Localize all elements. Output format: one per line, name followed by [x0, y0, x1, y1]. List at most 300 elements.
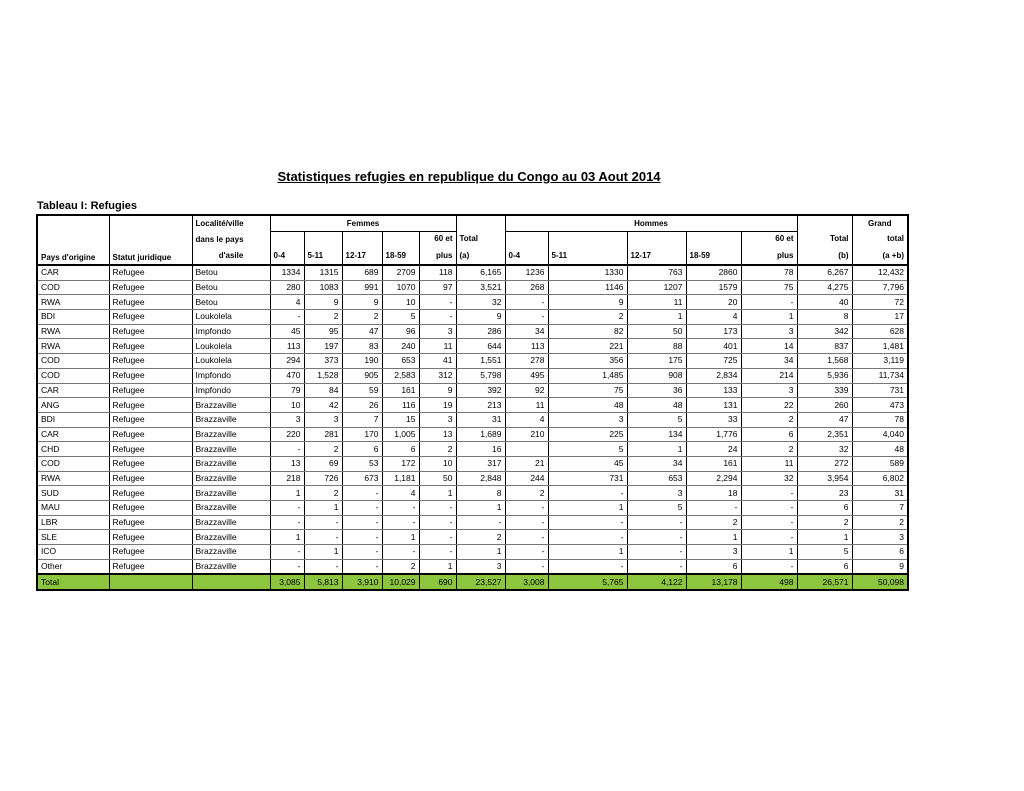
table-cell: 2 — [342, 310, 382, 325]
table-cell: RWA — [37, 324, 109, 339]
table-cell: Brazzaville — [192, 412, 270, 427]
table-cell: - — [627, 515, 686, 530]
table-cell: 34 — [741, 354, 797, 369]
table-cell: 7,796 — [852, 280, 908, 295]
table-cell: 197 — [304, 339, 342, 354]
table-cell: 1,689 — [456, 427, 505, 442]
table-cell: 13,178 — [686, 574, 741, 590]
table-cell: 4 — [270, 295, 304, 310]
table-cell: RWA — [37, 471, 109, 486]
table-cell: Brazzaville — [192, 501, 270, 516]
table-cell: 18 — [686, 486, 741, 501]
table-cell: 26 — [342, 398, 382, 413]
table-cell: 2 — [797, 515, 852, 530]
table-cell: - — [342, 559, 382, 574]
table-cell: 260 — [797, 398, 852, 413]
table-cell: Refugee — [109, 398, 192, 413]
table-cell: 1 — [419, 486, 456, 501]
table-cell: 6 — [686, 559, 741, 574]
table-cell: - — [419, 515, 456, 530]
table-cell: 218 — [270, 471, 304, 486]
table-cell: 294 — [270, 354, 304, 369]
table-cell: - — [419, 295, 456, 310]
table-cell: 356 — [548, 354, 627, 369]
page-title: Statistiques refugies en republique du Congo au 03 Aout 2014 — [277, 169, 661, 184]
table-cell: 21 — [505, 456, 548, 471]
table-cell: 10 — [270, 398, 304, 413]
table-cell: 3 — [419, 412, 456, 427]
table-cell: 3 — [548, 412, 627, 427]
blank-cell — [342, 231, 382, 246]
table-cell: 763 — [627, 265, 686, 280]
table-cell: 6 — [797, 559, 852, 574]
table-cell: Refugee — [109, 471, 192, 486]
table-cell: 1 — [382, 530, 419, 545]
table-cell: 9 — [456, 310, 505, 325]
table-cell: 17 — [852, 310, 908, 325]
table-cell: Brazzaville — [192, 530, 270, 545]
col-header-f-0-4: 0-4 — [270, 246, 304, 265]
table-cell: - — [741, 295, 797, 310]
table-caption: Tableau I: Refugies — [37, 200, 138, 212]
table-cell: Brazzaville — [192, 559, 270, 574]
table-cell: - — [741, 501, 797, 516]
table-cell: 4,122 — [627, 574, 686, 590]
table-cell: 131 — [686, 398, 741, 413]
table-cell: 113 — [270, 339, 304, 354]
table-cell: - — [505, 545, 548, 560]
blank-cell — [505, 231, 548, 246]
table-cell: - — [342, 501, 382, 516]
table-cell: Loukolela — [192, 339, 270, 354]
table-cell: 2 — [741, 442, 797, 457]
table-cell: 317 — [456, 456, 505, 471]
table-cell: 5,798 — [456, 368, 505, 383]
table-cell: 113 — [505, 339, 548, 354]
table-cell: Refugee — [109, 442, 192, 457]
table-cell: BDI — [37, 412, 109, 427]
table-cell: 9 — [852, 559, 908, 574]
col-header-total-a: (a) — [456, 246, 505, 265]
table-cell: 2 — [741, 412, 797, 427]
table-cell: 6 — [342, 442, 382, 457]
table-cell: SLE — [37, 530, 109, 545]
table-cell: 726 — [304, 471, 342, 486]
table-cell: 3,910 — [342, 574, 382, 590]
table-cell: RWA — [37, 339, 109, 354]
table-cell: Refugee — [109, 310, 192, 325]
table-cell: 134 — [627, 427, 686, 442]
table-cell: 2 — [419, 442, 456, 457]
table-cell: Brazzaville — [192, 471, 270, 486]
table-cell: 116 — [382, 398, 419, 413]
table-cell: COD — [37, 368, 109, 383]
table-cell: 50,098 — [852, 574, 908, 590]
table-cell: 725 — [686, 354, 741, 369]
table-cell: 373 — [304, 354, 342, 369]
table-cell — [109, 574, 192, 590]
table-cell: 731 — [548, 471, 627, 486]
table-row — [37, 486, 908, 501]
col-header-h-60-plus: plus — [741, 246, 797, 265]
table-cell: - — [505, 559, 548, 574]
table-row — [37, 471, 908, 486]
table-cell: 1 — [627, 310, 686, 325]
table-cell: 5,765 — [548, 574, 627, 590]
table-cell: 3 — [741, 383, 797, 398]
table-cell: - — [419, 545, 456, 560]
table-cell: 47 — [342, 324, 382, 339]
table-cell: 88 — [627, 339, 686, 354]
total-row — [37, 574, 908, 590]
table-cell: CAR — [37, 265, 109, 280]
table-cell: 1146 — [548, 280, 627, 295]
table-cell: - — [419, 530, 456, 545]
table-cell: 3 — [304, 412, 342, 427]
table-row — [37, 398, 908, 413]
table-cell: 92 — [505, 383, 548, 398]
table-cell: 342 — [797, 324, 852, 339]
table-cell: 83 — [342, 339, 382, 354]
table-cell: Brazzaville — [192, 398, 270, 413]
table-cell: 175 — [627, 354, 686, 369]
table-cell: 4,040 — [852, 427, 908, 442]
table-cell: 7 — [852, 501, 908, 516]
table-cell: 22 — [741, 398, 797, 413]
table-cell: 473 — [852, 398, 908, 413]
table-cell: 653 — [627, 471, 686, 486]
table-cell: 23 — [797, 486, 852, 501]
table-cell: 11 — [505, 398, 548, 413]
table-cell: - — [505, 310, 548, 325]
table-cell: 24 — [686, 442, 741, 457]
table-cell: BDI — [37, 310, 109, 325]
table-cell: 59 — [342, 383, 382, 398]
table-cell: 26,571 — [797, 574, 852, 590]
table-cell: - — [270, 559, 304, 574]
table-cell: Refugee — [109, 545, 192, 560]
table-cell: 268 — [505, 280, 548, 295]
table-cell: Brazzaville — [192, 427, 270, 442]
table-cell: 20 — [686, 295, 741, 310]
table-cell: - — [270, 310, 304, 325]
table-cell: Refugee — [109, 339, 192, 354]
table-row — [37, 339, 908, 354]
table-cell: 10,029 — [382, 574, 419, 590]
table-cell: 281 — [304, 427, 342, 442]
table-cell: 11 — [741, 456, 797, 471]
group-header-femmes: Femmes — [270, 215, 456, 231]
table-cell: 50 — [627, 324, 686, 339]
table-cell: - — [505, 515, 548, 530]
table-cell: 2 — [382, 559, 419, 574]
table-cell: Loukolela — [192, 354, 270, 369]
table-cell: 5 — [797, 545, 852, 560]
table-cell: COD — [37, 456, 109, 471]
table-cell: 5,813 — [304, 574, 342, 590]
table-cell: Brazzaville — [192, 545, 270, 560]
table-cell: 45 — [548, 456, 627, 471]
table-row — [37, 501, 908, 516]
table-cell: 97 — [419, 280, 456, 295]
table-cell: 1 — [270, 530, 304, 545]
col-header-total-a-top: Total — [456, 231, 505, 246]
table-cell: - — [270, 442, 304, 457]
table-cell: - — [627, 530, 686, 545]
table-cell: 498 — [741, 574, 797, 590]
table-cell: 48 — [548, 398, 627, 413]
table-cell: 6 — [852, 545, 908, 560]
table-cell: - — [548, 530, 627, 545]
table-cell: 470 — [270, 368, 304, 383]
table-cell: 2709 — [382, 265, 419, 280]
table-cell: 3,085 — [270, 574, 304, 590]
table-cell: Refugee — [109, 515, 192, 530]
table-cell: 1 — [419, 559, 456, 574]
table-cell: 2 — [852, 515, 908, 530]
table-cell: - — [505, 530, 548, 545]
table-cell: 278 — [505, 354, 548, 369]
table-row — [37, 427, 908, 442]
table-cell: 6,267 — [797, 265, 852, 280]
table-cell: ANG — [37, 398, 109, 413]
table-cell: - — [627, 545, 686, 560]
table-cell: - — [382, 545, 419, 560]
table-cell: 10 — [419, 456, 456, 471]
col-header-f-12-17: 12-17 — [342, 246, 382, 265]
table-cell: Refugee — [109, 412, 192, 427]
table-cell: SUD — [37, 486, 109, 501]
table-cell: 4 — [382, 486, 419, 501]
table-cell: - — [342, 530, 382, 545]
table-cell: 170 — [342, 427, 382, 442]
table-cell: 2 — [304, 442, 342, 457]
table-cell: Refugee — [109, 427, 192, 442]
table-cell: 72 — [852, 295, 908, 310]
table-cell: Refugee — [109, 383, 192, 398]
blank-cell — [686, 231, 741, 246]
table-cell: 14 — [741, 339, 797, 354]
table-cell: Other — [37, 559, 109, 574]
table-cell: 280 — [270, 280, 304, 295]
table-cell: 75 — [741, 280, 797, 295]
table-cell: 41 — [419, 354, 456, 369]
table-cell: 1 — [304, 501, 342, 516]
table-cell: 2,583 — [382, 368, 419, 383]
table-cell: 9 — [419, 383, 456, 398]
table-cell: 33 — [686, 412, 741, 427]
table-cell: 1 — [741, 545, 797, 560]
col-header-localite — [192, 215, 270, 265]
table-cell: 47 — [797, 412, 852, 427]
table-cell: Brazzaville — [192, 442, 270, 457]
table-cell: 3,954 — [797, 471, 852, 486]
table-cell: 3 — [456, 559, 505, 574]
blank-cell — [627, 231, 686, 246]
table-cell: 240 — [382, 339, 419, 354]
table-cell: 11 — [419, 339, 456, 354]
table-cell: CAR — [37, 427, 109, 442]
table-cell: Refugee — [109, 530, 192, 545]
table-cell: 45 — [270, 324, 304, 339]
table-cell: 4 — [686, 310, 741, 325]
table-cell: 13 — [270, 456, 304, 471]
table-cell: Refugee — [109, 265, 192, 280]
table-cell: 1334 — [270, 265, 304, 280]
table-cell: 2,834 — [686, 368, 741, 383]
blank-cell — [548, 231, 627, 246]
table-cell: 6 — [741, 427, 797, 442]
table-cell: 69 — [304, 456, 342, 471]
table-row — [37, 310, 908, 325]
table-cell: 7 — [342, 412, 382, 427]
group-header-blank-a — [456, 215, 505, 231]
blank-cell — [382, 231, 419, 246]
table-cell: 1579 — [686, 280, 741, 295]
table-cell: 1,481 — [852, 339, 908, 354]
table-cell: 3 — [627, 486, 686, 501]
table-cell: 2 — [456, 530, 505, 545]
table-cell: 1 — [627, 442, 686, 457]
table-row — [37, 456, 908, 471]
table-cell: 95 — [304, 324, 342, 339]
table-cell: 244 — [505, 471, 548, 486]
table-cell: 11 — [627, 295, 686, 310]
table-cell: 3 — [741, 324, 797, 339]
table-cell — [192, 574, 270, 590]
table-cell: 731 — [852, 383, 908, 398]
table-cell: 1,485 — [548, 368, 627, 383]
blank-cell — [270, 231, 304, 246]
table-cell: 3 — [852, 530, 908, 545]
table-cell: Refugee — [109, 280, 192, 295]
table-cell: CHD — [37, 442, 109, 457]
table-cell: 6 — [382, 442, 419, 457]
table-cell: 1,181 — [382, 471, 419, 486]
table-cell — [505, 442, 548, 457]
table-cell: ICO — [37, 545, 109, 560]
table-cell: 312 — [419, 368, 456, 383]
table-cell: - — [382, 501, 419, 516]
table-cell: - — [627, 559, 686, 574]
table-cell: 1 — [741, 310, 797, 325]
table-cell: 1315 — [304, 265, 342, 280]
table-row — [37, 265, 908, 280]
table-cell: 2 — [304, 486, 342, 501]
table-cell: 5,936 — [797, 368, 852, 383]
table-cell: - — [505, 501, 548, 516]
table-cell: Refugee — [109, 354, 192, 369]
table-row — [37, 354, 908, 369]
table-cell: 32 — [741, 471, 797, 486]
col-header-f-60-top: 60 et — [419, 231, 456, 246]
group-header-hommes: Hommes — [505, 215, 797, 231]
localite-line-2: dans le pays — [195, 235, 244, 244]
table-cell: 3 — [419, 324, 456, 339]
table-cell: 42 — [304, 398, 342, 413]
table-cell: 48 — [852, 442, 908, 457]
table-cell: 1 — [548, 545, 627, 560]
table-row — [37, 530, 908, 545]
table-cell: Impfondo — [192, 368, 270, 383]
table-row — [37, 295, 908, 310]
table-cell: 78 — [852, 412, 908, 427]
table-cell: 32 — [456, 295, 505, 310]
table-cell: - — [548, 559, 627, 574]
col-header-h-5-11: 5-11 — [548, 246, 627, 265]
table-cell: 2 — [505, 486, 548, 501]
table-cell: 214 — [741, 368, 797, 383]
table-cell: 286 — [456, 324, 505, 339]
table-cell: Refugee — [109, 456, 192, 471]
table-cell: 1236 — [505, 265, 548, 280]
col-header-f-5-11: 5-11 — [304, 246, 342, 265]
table-cell: 2 — [686, 515, 741, 530]
table-cell: Refugee — [109, 559, 192, 574]
table-cell: Total — [37, 574, 109, 590]
table-cell: 190 — [342, 354, 382, 369]
table-cell: - — [548, 486, 627, 501]
table-cell: 2860 — [686, 265, 741, 280]
table-cell: Brazzaville — [192, 456, 270, 471]
col-header-statut: Statut juridique — [109, 215, 192, 265]
table-cell: 31 — [852, 486, 908, 501]
table-cell: - — [342, 486, 382, 501]
table-cell: 118 — [419, 265, 456, 280]
table-cell: Betou — [192, 295, 270, 310]
table-cell: - — [304, 515, 342, 530]
table-cell: 173 — [686, 324, 741, 339]
table-cell: Brazzaville — [192, 515, 270, 530]
table-cell: 644 — [456, 339, 505, 354]
table-cell: Brazzaville — [192, 486, 270, 501]
table-cell: 689 — [342, 265, 382, 280]
table-cell: 6,802 — [852, 471, 908, 486]
table-cell: - — [456, 515, 505, 530]
table-cell: 50 — [419, 471, 456, 486]
table-row — [37, 545, 908, 560]
table-cell: 1,551 — [456, 354, 505, 369]
col-header-pays: Pays d'origine — [37, 215, 109, 265]
table-cell: 3 — [686, 545, 741, 560]
table-cell: Refugee — [109, 486, 192, 501]
table-cell: 1,776 — [686, 427, 741, 442]
table-cell: 5 — [627, 501, 686, 516]
table-cell: COD — [37, 354, 109, 369]
table-cell: 837 — [797, 339, 852, 354]
table-cell: 23,527 — [456, 574, 505, 590]
table-cell: Refugee — [109, 324, 192, 339]
table-cell: 2,848 — [456, 471, 505, 486]
table-cell: 19 — [419, 398, 456, 413]
col-header-grand-ab: (a +b) — [852, 246, 908, 265]
table-cell: 3,119 — [852, 354, 908, 369]
table-cell: 2,351 — [797, 427, 852, 442]
table-cell: CAR — [37, 383, 109, 398]
table-cell: 220 — [270, 427, 304, 442]
table-cell: 991 — [342, 280, 382, 295]
table-cell: Refugee — [109, 368, 192, 383]
table-cell: LBR — [37, 515, 109, 530]
table-cell: 6 — [797, 501, 852, 516]
table-cell: 1 — [456, 545, 505, 560]
blank-cell — [304, 231, 342, 246]
table-cell: 8 — [456, 486, 505, 501]
table-cell: Betou — [192, 265, 270, 280]
col-header-total-b: (b) — [797, 246, 852, 265]
table-cell: - — [304, 559, 342, 574]
table-row — [37, 280, 908, 295]
